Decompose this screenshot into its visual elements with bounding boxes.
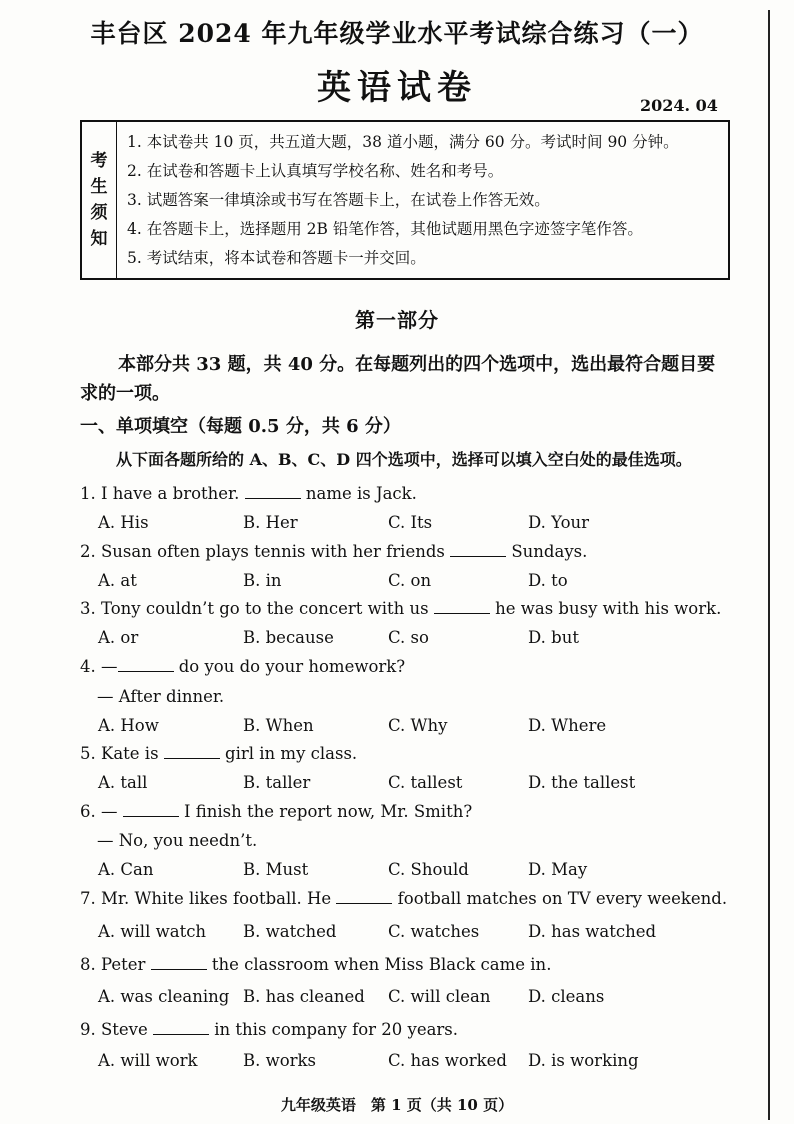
option-b: B. works bbox=[243, 1051, 317, 1070]
question-text: Sundays. bbox=[506, 542, 588, 561]
option-c: C. on bbox=[388, 571, 432, 590]
option-c: C. will clean bbox=[388, 987, 491, 1006]
question-text: 6. — bbox=[80, 802, 123, 821]
answer-blank bbox=[118, 659, 174, 672]
section-heading: 一、单项填空（每题 0.5 分，共 6 分） bbox=[80, 416, 401, 437]
option-d: D. the tallest bbox=[528, 773, 636, 792]
option-a: A. will watch bbox=[98, 922, 207, 941]
option-b: B. because bbox=[243, 628, 334, 647]
question-text: do you do your homework? bbox=[173, 657, 406, 676]
page-edge-line bbox=[768, 10, 770, 1120]
answer-blank bbox=[450, 544, 506, 557]
question-text: he was busy with his work. bbox=[489, 599, 722, 618]
question-text: 2. Susan often plays tennis with her friends bbox=[80, 542, 451, 561]
question-5 bbox=[80, 744, 357, 763]
option-c: C. Should bbox=[388, 860, 469, 879]
question-text: 3. Tony couldn’t go to the concert with us bbox=[80, 599, 434, 618]
question-6 bbox=[80, 802, 472, 821]
option-d: D. May bbox=[528, 860, 588, 879]
answer-blank bbox=[245, 486, 301, 499]
notice-label bbox=[82, 122, 117, 278]
option-a: A. will work bbox=[98, 1051, 198, 1070]
option-b: B. has cleaned bbox=[243, 987, 365, 1006]
option-c: C. Its bbox=[388, 513, 433, 532]
option-b: B. watched bbox=[243, 922, 337, 941]
option-d: D. but bbox=[528, 628, 579, 647]
option-c: C. Why bbox=[388, 716, 448, 735]
question-text: 7. Mr. White likes football. He bbox=[80, 889, 337, 908]
notice-item: 1. 本试卷共 10 页，共五道大题，38 道小题，满分 60 分。考试时间 90 分钟。 bbox=[127, 133, 679, 151]
question-text: the classroom when Miss Black came in. bbox=[206, 955, 552, 974]
option-d: D. has watched bbox=[528, 922, 657, 941]
exam-date: 2024. 04 bbox=[640, 96, 718, 115]
option-d: D. Where bbox=[528, 716, 607, 735]
option-d: D. to bbox=[528, 571, 568, 590]
dialogue-reply: — No, you needn’t. bbox=[97, 831, 258, 850]
notice-label-char: 知 bbox=[90, 229, 108, 249]
notice-item: 4. 在答题卡上，选择题用 2B 铅笔作答，其他试题用黑色字迹签字笔作答。 bbox=[127, 220, 643, 238]
question-text: 4. — bbox=[80, 657, 118, 676]
dialogue-reply: — After dinner. bbox=[97, 687, 225, 706]
option-d: D. is working bbox=[528, 1051, 639, 1070]
question-text: name is Jack. bbox=[300, 484, 417, 503]
option-b: B. in bbox=[243, 571, 282, 590]
option-d: D. cleans bbox=[528, 987, 605, 1006]
exam-title: 丰台区 2024 年九年级学业水平考试综合练习（一） bbox=[90, 19, 704, 48]
option-a: A. How bbox=[98, 716, 159, 735]
option-c: C. tallest bbox=[388, 773, 463, 792]
section-instruction: 从下面各题所给的 A、B、C、D 四个选项中，选择可以填入空白处的最佳选项。 bbox=[116, 450, 692, 469]
notice-items bbox=[117, 122, 679, 278]
notice-item: 5. 考试结束，将本试卷和答题卡一并交回。 bbox=[127, 249, 426, 267]
question-text: in this company for 20 years. bbox=[209, 1020, 459, 1039]
question-text: 9. Steve bbox=[80, 1020, 154, 1039]
option-c: C. so bbox=[388, 628, 429, 647]
option-a: A. Can bbox=[98, 860, 154, 879]
question-1 bbox=[80, 484, 417, 503]
question-9 bbox=[80, 1020, 458, 1039]
answer-blank bbox=[336, 891, 392, 904]
option-a: A. tall bbox=[98, 773, 148, 792]
option-a: A. or bbox=[98, 628, 139, 647]
question-text: 5. Kate is bbox=[80, 744, 164, 763]
question-text: I finish the report now, Mr. Smith? bbox=[178, 802, 473, 821]
option-b: B. Her bbox=[243, 513, 298, 532]
question-8 bbox=[80, 955, 551, 974]
option-d: D. Your bbox=[528, 513, 590, 532]
exam-subtitle: 英语试卷 bbox=[317, 68, 477, 108]
question-2 bbox=[80, 542, 587, 561]
option-a: A. was cleaning bbox=[98, 987, 230, 1006]
part-intro: 本部分共 33 题，共 40 分。在每题列出的四个选项中，选出最符合题目要求的一项。 bbox=[80, 354, 716, 404]
option-c: C. has worked bbox=[388, 1051, 507, 1070]
answer-blank bbox=[153, 1022, 209, 1035]
question-text: 1. I have a brother. bbox=[80, 484, 245, 503]
answer-blank bbox=[123, 804, 179, 817]
question-7 bbox=[80, 889, 727, 908]
part-title: 第一部分 bbox=[355, 308, 439, 332]
option-b: B. taller bbox=[243, 773, 311, 792]
question-text: girl in my class. bbox=[219, 744, 358, 763]
answer-blank bbox=[164, 746, 220, 759]
page-footer: 九年级英语 第 1 页（共 10 页） bbox=[280, 1096, 514, 1114]
option-b: B. Must bbox=[243, 860, 309, 879]
notice-label-char: 生 bbox=[90, 177, 108, 197]
question-text: football matches on TV every weekend. bbox=[392, 889, 728, 908]
question-4 bbox=[80, 657, 405, 676]
notice-label-char: 考 bbox=[90, 151, 108, 171]
answer-blank bbox=[434, 601, 490, 614]
notice-label-char: 须 bbox=[90, 203, 108, 223]
option-c: C. watches bbox=[388, 922, 480, 941]
notice-item: 2. 在试卷和答题卡上认真填写学校名称、姓名和考号。 bbox=[127, 162, 504, 180]
notice-item: 3. 试题答案一律填涂或书写在答题卡上，在试卷上作答无效。 bbox=[127, 191, 550, 209]
question-text: 8. Peter bbox=[80, 955, 151, 974]
option-a: A. His bbox=[98, 513, 149, 532]
option-b: B. When bbox=[243, 716, 314, 735]
answer-blank bbox=[151, 957, 207, 970]
option-a: A. at bbox=[98, 571, 137, 590]
question-3 bbox=[80, 599, 721, 618]
notice-box bbox=[80, 120, 730, 280]
